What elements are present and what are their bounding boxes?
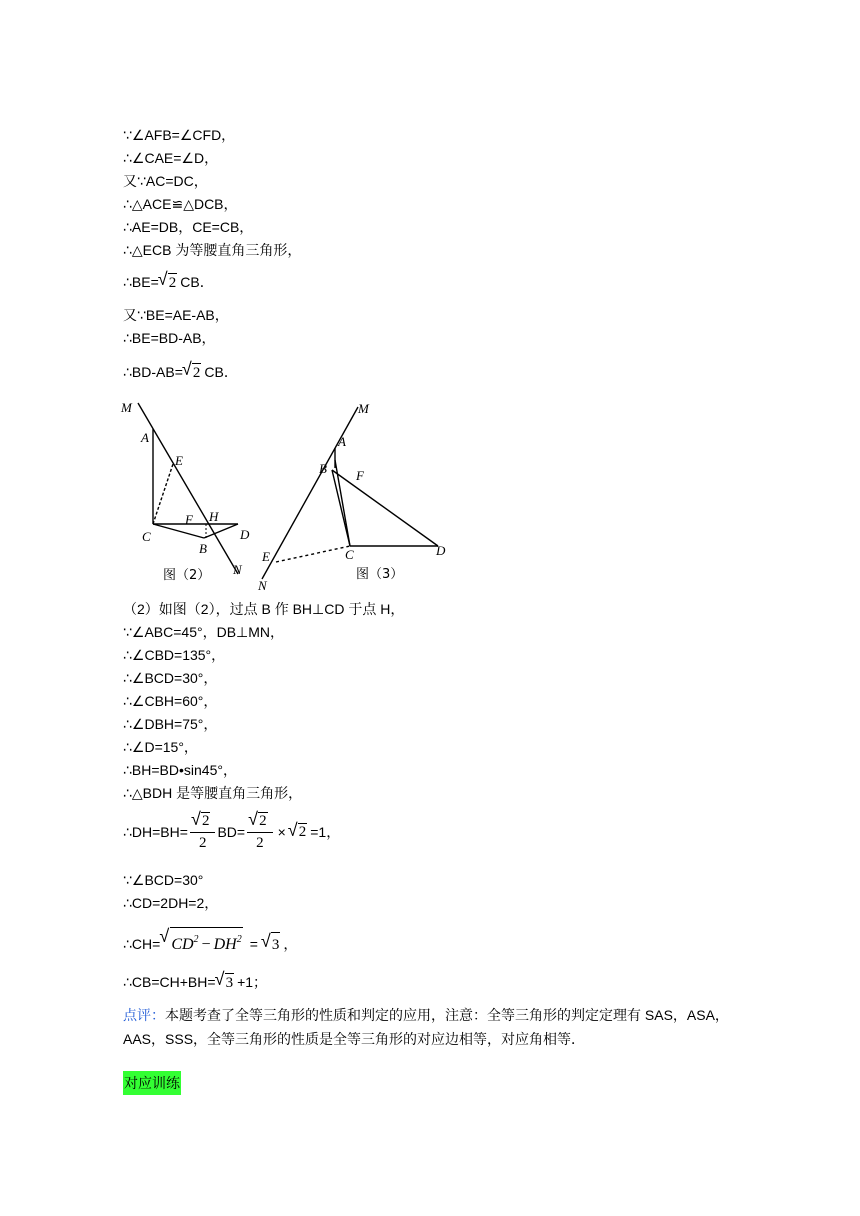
figure-3 xyxy=(256,398,456,593)
formula-text: +1； xyxy=(237,974,268,990)
line-mn xyxy=(262,407,358,579)
text-line: ∴BH=BD•sin45°， xyxy=(123,762,237,778)
label-m: M xyxy=(121,400,132,415)
formula-line xyxy=(123,973,267,992)
sqrt-symbol xyxy=(216,973,235,992)
text-line: ∴△ECB 为等腰直角三角形， xyxy=(123,242,302,258)
formula-line xyxy=(123,273,214,292)
segment-bd xyxy=(204,524,238,538)
text-line: ∴△BDH 是等腰直角三角形， xyxy=(123,785,303,801)
segment-ec-dashed xyxy=(276,546,350,562)
segment-fc xyxy=(335,460,350,546)
label-d: D xyxy=(436,543,446,558)
label-a: A xyxy=(338,434,346,449)
sqrt-symbol xyxy=(159,273,178,292)
radicand: 2 xyxy=(201,813,210,829)
text-line: ∵∠AFB=∠CFD， xyxy=(123,127,236,143)
sqrt-symbol xyxy=(183,363,202,382)
text-line: ∴∠CAE=∠D， xyxy=(123,150,219,166)
times-symbol: × xyxy=(277,824,286,840)
section-label: 对应训练 xyxy=(123,1071,181,1095)
formula-text: ∴CH= xyxy=(123,936,161,952)
label-f: F xyxy=(356,468,364,483)
comment-label: 点评： xyxy=(123,1007,165,1023)
text-line: ∴∠DBH=75°， xyxy=(123,716,218,732)
figure-2-caption: 图（2） xyxy=(163,568,211,583)
label-a: A xyxy=(141,430,149,445)
equals-symbol: = xyxy=(249,936,258,952)
text-line: ∵∠ABC=45°，DB⊥MN， xyxy=(123,624,285,640)
denominator: 2 xyxy=(256,835,264,851)
term-dh: DH xyxy=(213,936,237,953)
text-line: 又∵BE=AE-AB， xyxy=(123,307,229,323)
formula-text: =1， xyxy=(310,824,341,840)
label-f: F xyxy=(185,512,193,527)
minus-symbol: − xyxy=(201,936,211,953)
label-n: N xyxy=(258,578,267,593)
formula-line xyxy=(123,927,297,957)
formula-text: ∴DH=BH= xyxy=(123,823,188,840)
label-d: D xyxy=(240,527,250,542)
radicand: 2 xyxy=(168,275,177,291)
text-line: ∴AE=DB，CE=CB， xyxy=(123,219,254,235)
radicand: 2 xyxy=(259,813,267,829)
radicand: 2 xyxy=(298,824,307,840)
text-line: ∴CD=2DH=2， xyxy=(123,895,219,911)
label-c: C xyxy=(345,547,354,562)
figure-2 xyxy=(118,398,258,583)
text-line: ∵∠BCD=30° xyxy=(123,872,204,888)
denominator: 2 xyxy=(198,835,207,851)
fraction xyxy=(247,812,273,852)
label-b: B xyxy=(319,461,327,476)
formula-line xyxy=(123,363,238,382)
comment-text: 本题考查了全等三角形的性质和判定的应用，注意：全等三角形的判定定理有 SAS，ASA，AAS，SSS，全等三角形的性质是全等三角形的对应边相等，对应角相等． xyxy=(123,1007,729,1047)
radicand: 3 xyxy=(271,932,281,957)
label-n: N xyxy=(233,562,242,577)
formula-text: ∴BD-AB= xyxy=(123,364,183,380)
fraction xyxy=(190,812,216,852)
sqrt-symbol xyxy=(249,812,268,830)
sqrt-symbol xyxy=(192,812,211,830)
formula-text: ∴CB=CH+BH= xyxy=(123,974,216,990)
text-line: ∴△ACE≌△DCB， xyxy=(123,196,238,212)
sqrt-symbol xyxy=(262,932,281,957)
term-cd: CD xyxy=(171,936,194,953)
comment-paragraph xyxy=(123,1003,743,1051)
formula-text: BD= xyxy=(217,824,246,840)
exponent: 2 xyxy=(236,934,242,945)
label-b: B xyxy=(199,541,207,556)
text-line: ∴∠CBD=135°， xyxy=(123,647,226,663)
text-line: （2）如图（2），过点 B 作 BH⊥CD 于点 H， xyxy=(123,601,405,617)
sqrt-symbol xyxy=(160,927,242,957)
figure-3-caption: 图（3） xyxy=(356,567,404,582)
formula-text: ， xyxy=(283,936,298,952)
sqrt-symbol xyxy=(289,823,308,841)
text-line: ∴∠D=15°， xyxy=(123,739,198,755)
formula-text: CB． xyxy=(204,364,238,380)
label-h: H xyxy=(209,509,219,524)
formula-line xyxy=(123,812,340,852)
label-e: E xyxy=(262,549,270,564)
formula-text: ∴BE= xyxy=(123,274,159,290)
formula-text: CB． xyxy=(180,274,214,290)
text-line: ∴∠BCD=30°， xyxy=(123,670,218,686)
exponent: 2 xyxy=(193,934,199,945)
label-e: E xyxy=(175,453,183,468)
text-line: ∴BE=BD-AB， xyxy=(123,330,216,346)
radicand: 3 xyxy=(225,975,234,991)
text-line: ∴∠CBH=60°， xyxy=(123,693,218,709)
radicand: 2 xyxy=(192,365,201,381)
segment-ce-dashed xyxy=(153,464,173,524)
label-c: C xyxy=(142,529,151,544)
text-line: 又∵AC=DC， xyxy=(123,173,208,189)
segment-cb xyxy=(153,524,204,538)
label-m: M xyxy=(358,401,369,416)
